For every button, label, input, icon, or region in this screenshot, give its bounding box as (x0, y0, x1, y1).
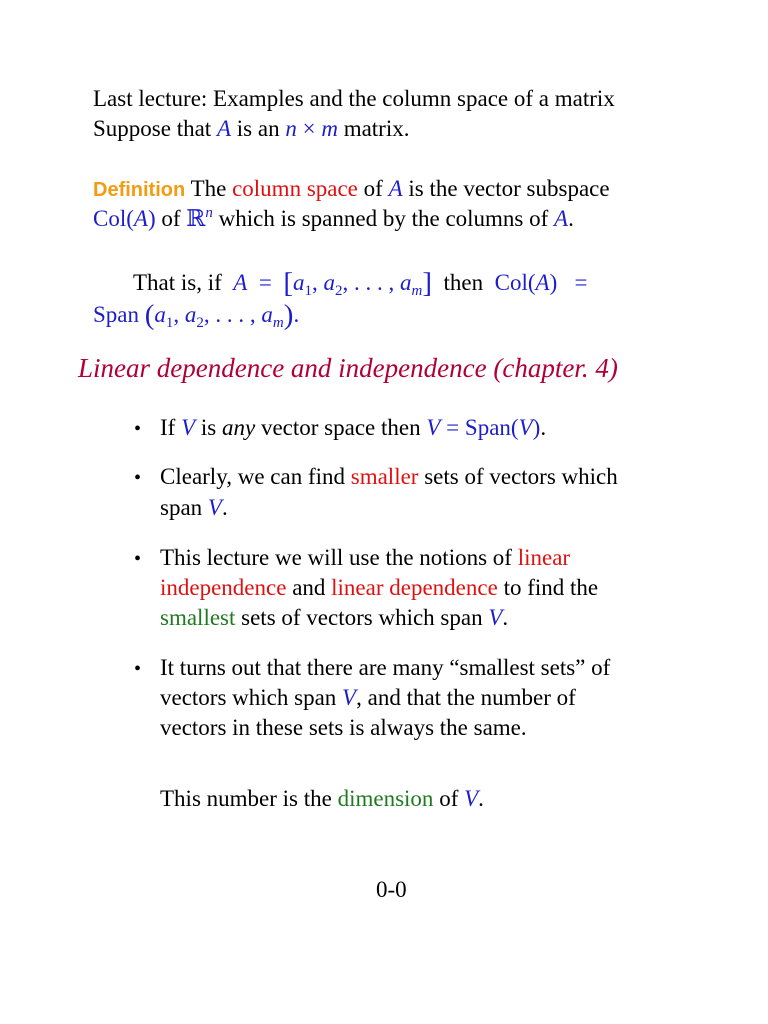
term-linear-dependence: linear dependence (331, 575, 498, 600)
definition-line-2: Col(A) of ℝ$^n$ which is spanned by the columns of A. (93, 205, 574, 231)
bullet-dot: • (134, 418, 142, 440)
intro-line-1 (93, 87, 615, 110)
bullet-2-line-1: Clearly, we can find smaller sets of vectors which (160, 464, 618, 489)
that-is-line-1: That is, if $A = [a_1$, $a_2$, . . . , $a_m$] then Col(A) = (133, 267, 588, 299)
definition-line-1: Definition The column space of A is the vector subspace (93, 176, 610, 201)
bullet-2-line-2: span V. (160, 495, 228, 520)
emphasis-any: any (221, 415, 256, 440)
math-col-A: Col(A) (93, 206, 156, 231)
bullet-dot: • (134, 467, 142, 489)
math-span-list: Span ($a_1$, $a_2$, . . . , $a_m$) (93, 299, 294, 331)
term-smaller: smaller (350, 464, 419, 489)
bullet-dot: • (134, 658, 142, 680)
definition-label: Definition (93, 179, 186, 201)
that-is-line-2: Span ($a_1$, $a_2$, . . . , $a_m$). (93, 299, 300, 331)
math-A: A (216, 116, 232, 141)
math-n: n (285, 116, 297, 141)
bullet-3-line-2: independence and linear dependence to find the (160, 575, 599, 600)
math-column-list: [$a_1$, $a_2$, . . . , $a_m$] (283, 267, 433, 299)
bullet-4-line-1: It turns out that there are many “smallest sets” of (160, 655, 611, 680)
term-dimension: dimension (337, 786, 434, 811)
intro-line-2: Suppose that A is an n × m matrix. (93, 116, 410, 141)
term-independence: independence (160, 575, 287, 600)
page-number: 0-0 (376, 877, 407, 902)
bullet-4-line-2: vectors which span V, and that the number of (160, 685, 576, 710)
bullet-3-line-3: smallest sets of vectors which span V. (160, 605, 509, 630)
intro-text: Last lecture: Examples and the column space of a matrix (93, 86, 615, 111)
bullet-3-line-1: This lecture we will use the notions of linear (160, 545, 571, 570)
bullet-1: If V is any vector space then V = Span(V). (160, 415, 547, 440)
term-smallest: smallest (160, 605, 236, 630)
bullet-4-line-3: vectors in these sets is always the same. (160, 715, 527, 740)
bullet-dot: • (134, 548, 142, 570)
math-R-n: ℝ$^n$ (186, 205, 213, 231)
term-column-space: column space (232, 176, 358, 201)
math-m: m (321, 116, 338, 141)
closing-line: This number is the dimension of V. (160, 786, 484, 811)
section-title: Linear dependence and independence (chapter. 4) (78, 353, 618, 383)
